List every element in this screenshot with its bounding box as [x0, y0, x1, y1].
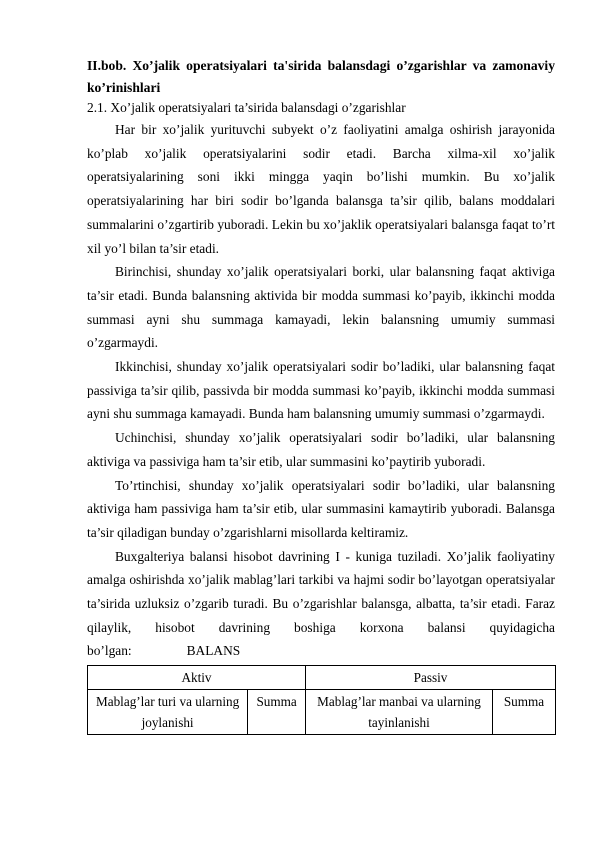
- table-header-row: [88, 666, 556, 690]
- table-row: [88, 690, 556, 735]
- balans-title: BALANS: [186, 643, 241, 659]
- paragraph-6-text: Buxgalteriya balansi hisobot davrining I - kuniga tuziladi. Xo’jalik faoliyatiny amalga oshirishda xo’jalik mablag’lari tarkibi va hajmi sodir bo’layotgan operatsiyalar ta’sirida uzluksiz o’zgarib turadi. Bu o’zgarishlar balansga, albatta, ta’sir etadi. Faraz qilaylik, hisobot davrining boshiga korxona balansi quyidagicha bo’lgan:: [87, 548, 555, 659]
- paragraph-5: To’rtinchisi, shunday xo’jalik operatsiyalari sodir bo’ladiki, ular balansning aktiviga ham passiviga ham ta’sir etib, ular summasini kamaytirib yuboradi. Balansga ta’sir qiladigan bunday o’zgarishlarni misollarda keltiramiz.: [87, 477, 555, 540]
- balance-table: [87, 665, 556, 735]
- paragraph-3: Ikkinchisi, shunday xo’jalik operatsiyalari sodir bo’ladiki, ular balansning faqat passiviga ta’sir qilib, passivda bir modda summasi ko’payib, ikkinchi modda summasi ayni shu summaga kamayadi. Bunda ham balansning umumiy summasi o’zgarmaydi.: [87, 359, 555, 422]
- paragraph-6: [87, 545, 555, 664]
- section-heading: 2.1. Xo’jalik operatsiyalari ta’sirida balansdagi o’zgarishlar: [87, 100, 406, 115]
- document-page: [87, 55, 555, 735]
- paragraph-4: Uchinchisi, shunday xo’jalik operatsiyalari sodir bo’ladiki, ular balansning aktiviga va passiviga ham ta’sir etib, ular summasini ko’paytirib yuboradi.: [87, 430, 555, 469]
- chapter-heading: II.bob. Xo’jalik operatsiyalari ta'sirida balansdagi o’zgarishlar va zamonaviy ko’rinishlari: [87, 58, 555, 95]
- aktiv-type-column: Mablag’lar turi va ularning joylanishi: [88, 690, 248, 735]
- passiv-header: Passiv: [306, 666, 556, 690]
- paragraph-2: Birinchisi, shunday xo’jalik operatsiyalari borki, ular balansning faqat aktiviga ta’sir etadi. Bunda balansning aktivida bir modda summasi ko’payib, ikkinchi modda summasi ayni shu summaga kamayadi, lekin balansning umumiy summasi o’zgarmaydi.: [87, 264, 555, 351]
- paragraph-1: Har bir xo’jalik yurituvchi subyekt o’z faoliyatini amalga oshirish jarayonida ko’plab xo’jalik operatsiyalarini sodir etadi. Barcha xilma-xil xo’jalik operatsiyalarining soni ikki mingga yaqin bo’lishi mumkin. Bu xo’jalik operatsiyalarining har biri sodir bo’lganda balansga ta’sir qilib, balans moddalari summalarini o’zgartirib yuboradi. Lekin bu xo’jaklik operatsiyalari balansga faqat to’rt xil yo’l bilan ta’sir etadi.: [87, 122, 555, 256]
- passiv-sum-column: Summa: [493, 690, 556, 735]
- aktiv-header: Aktiv: [88, 666, 306, 690]
- passiv-source-column: Mablag’lar manbai va ularning tayinlanishi: [306, 690, 493, 735]
- aktiv-sum-column: Summa: [248, 690, 306, 735]
